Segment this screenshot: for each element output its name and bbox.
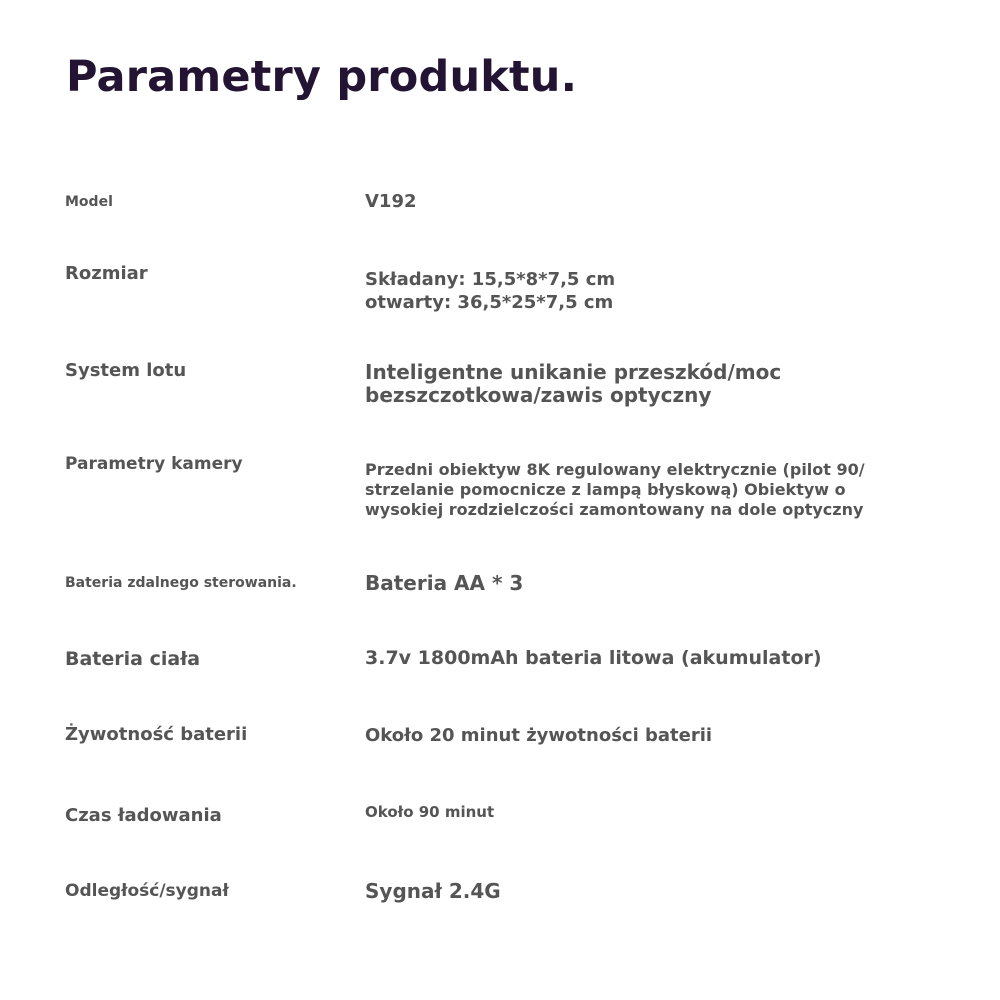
spec-value-flight-system — [365, 361, 781, 407]
spec-value-line: strzelanie pomocnicze z lampą błyskową) Obiektyw o — [365, 480, 846, 499]
spec-value-line: Przedni obiektyw 8K regulowany elektrycznie (pilot 90/ — [365, 460, 865, 479]
spec-label-charging-time: Czas ładowania — [65, 805, 222, 826]
spec-label-flight-system: System lotu — [65, 360, 187, 381]
spec-value-line: Inteligentne unikanie przeszkód/moc — [365, 360, 782, 384]
spec-value-camera — [365, 460, 865, 520]
spec-label-body-battery: Bateria ciała — [65, 648, 201, 670]
spec-label-size: Rozmiar — [65, 263, 148, 284]
spec-value-model — [365, 192, 417, 213]
spec-value-battery-life — [365, 726, 712, 747]
spec-label-battery-life: Żywotność baterii — [65, 724, 248, 745]
spec-value-line: V192 — [365, 191, 417, 212]
spec-value-line: Składany: 15,5*8*7,5 cm — [365, 269, 616, 290]
spec-value-line: Około 90 minut — [365, 803, 495, 821]
spec-label-model: Model — [65, 194, 113, 210]
spec-value-charging-time — [365, 804, 494, 821]
spec-value-remote-battery — [365, 572, 523, 595]
spec-value-line: bezszczotkowa/zawis optyczny — [365, 383, 712, 407]
spec-label-signal: Odległość/sygnał — [65, 881, 229, 901]
spec-label-remote-battery: Bateria zdalnego sterowania. — [65, 575, 297, 591]
spec-value-body-battery — [365, 648, 822, 670]
spec-label-camera: Parametry kamery — [65, 454, 243, 474]
spec-value-line: otwarty: 36,5*25*7,5 cm — [365, 292, 614, 313]
spec-value-size — [365, 268, 615, 314]
spec-value-line: 3.7v 1800mAh bateria litowa (akumulator) — [365, 647, 822, 669]
spec-value-signal — [365, 880, 501, 903]
spec-value-line: wysokiej rozdzielczości zamontowany na dole optyczny — [365, 500, 864, 519]
spec-value-line: Sygnał 2.4G — [365, 879, 501, 903]
spec-value-line: Około 20 minut żywotności baterii — [365, 725, 713, 746]
spec-value-line: Bateria AA * 3 — [365, 571, 524, 595]
page-title: Parametry produktu. — [66, 52, 578, 102]
